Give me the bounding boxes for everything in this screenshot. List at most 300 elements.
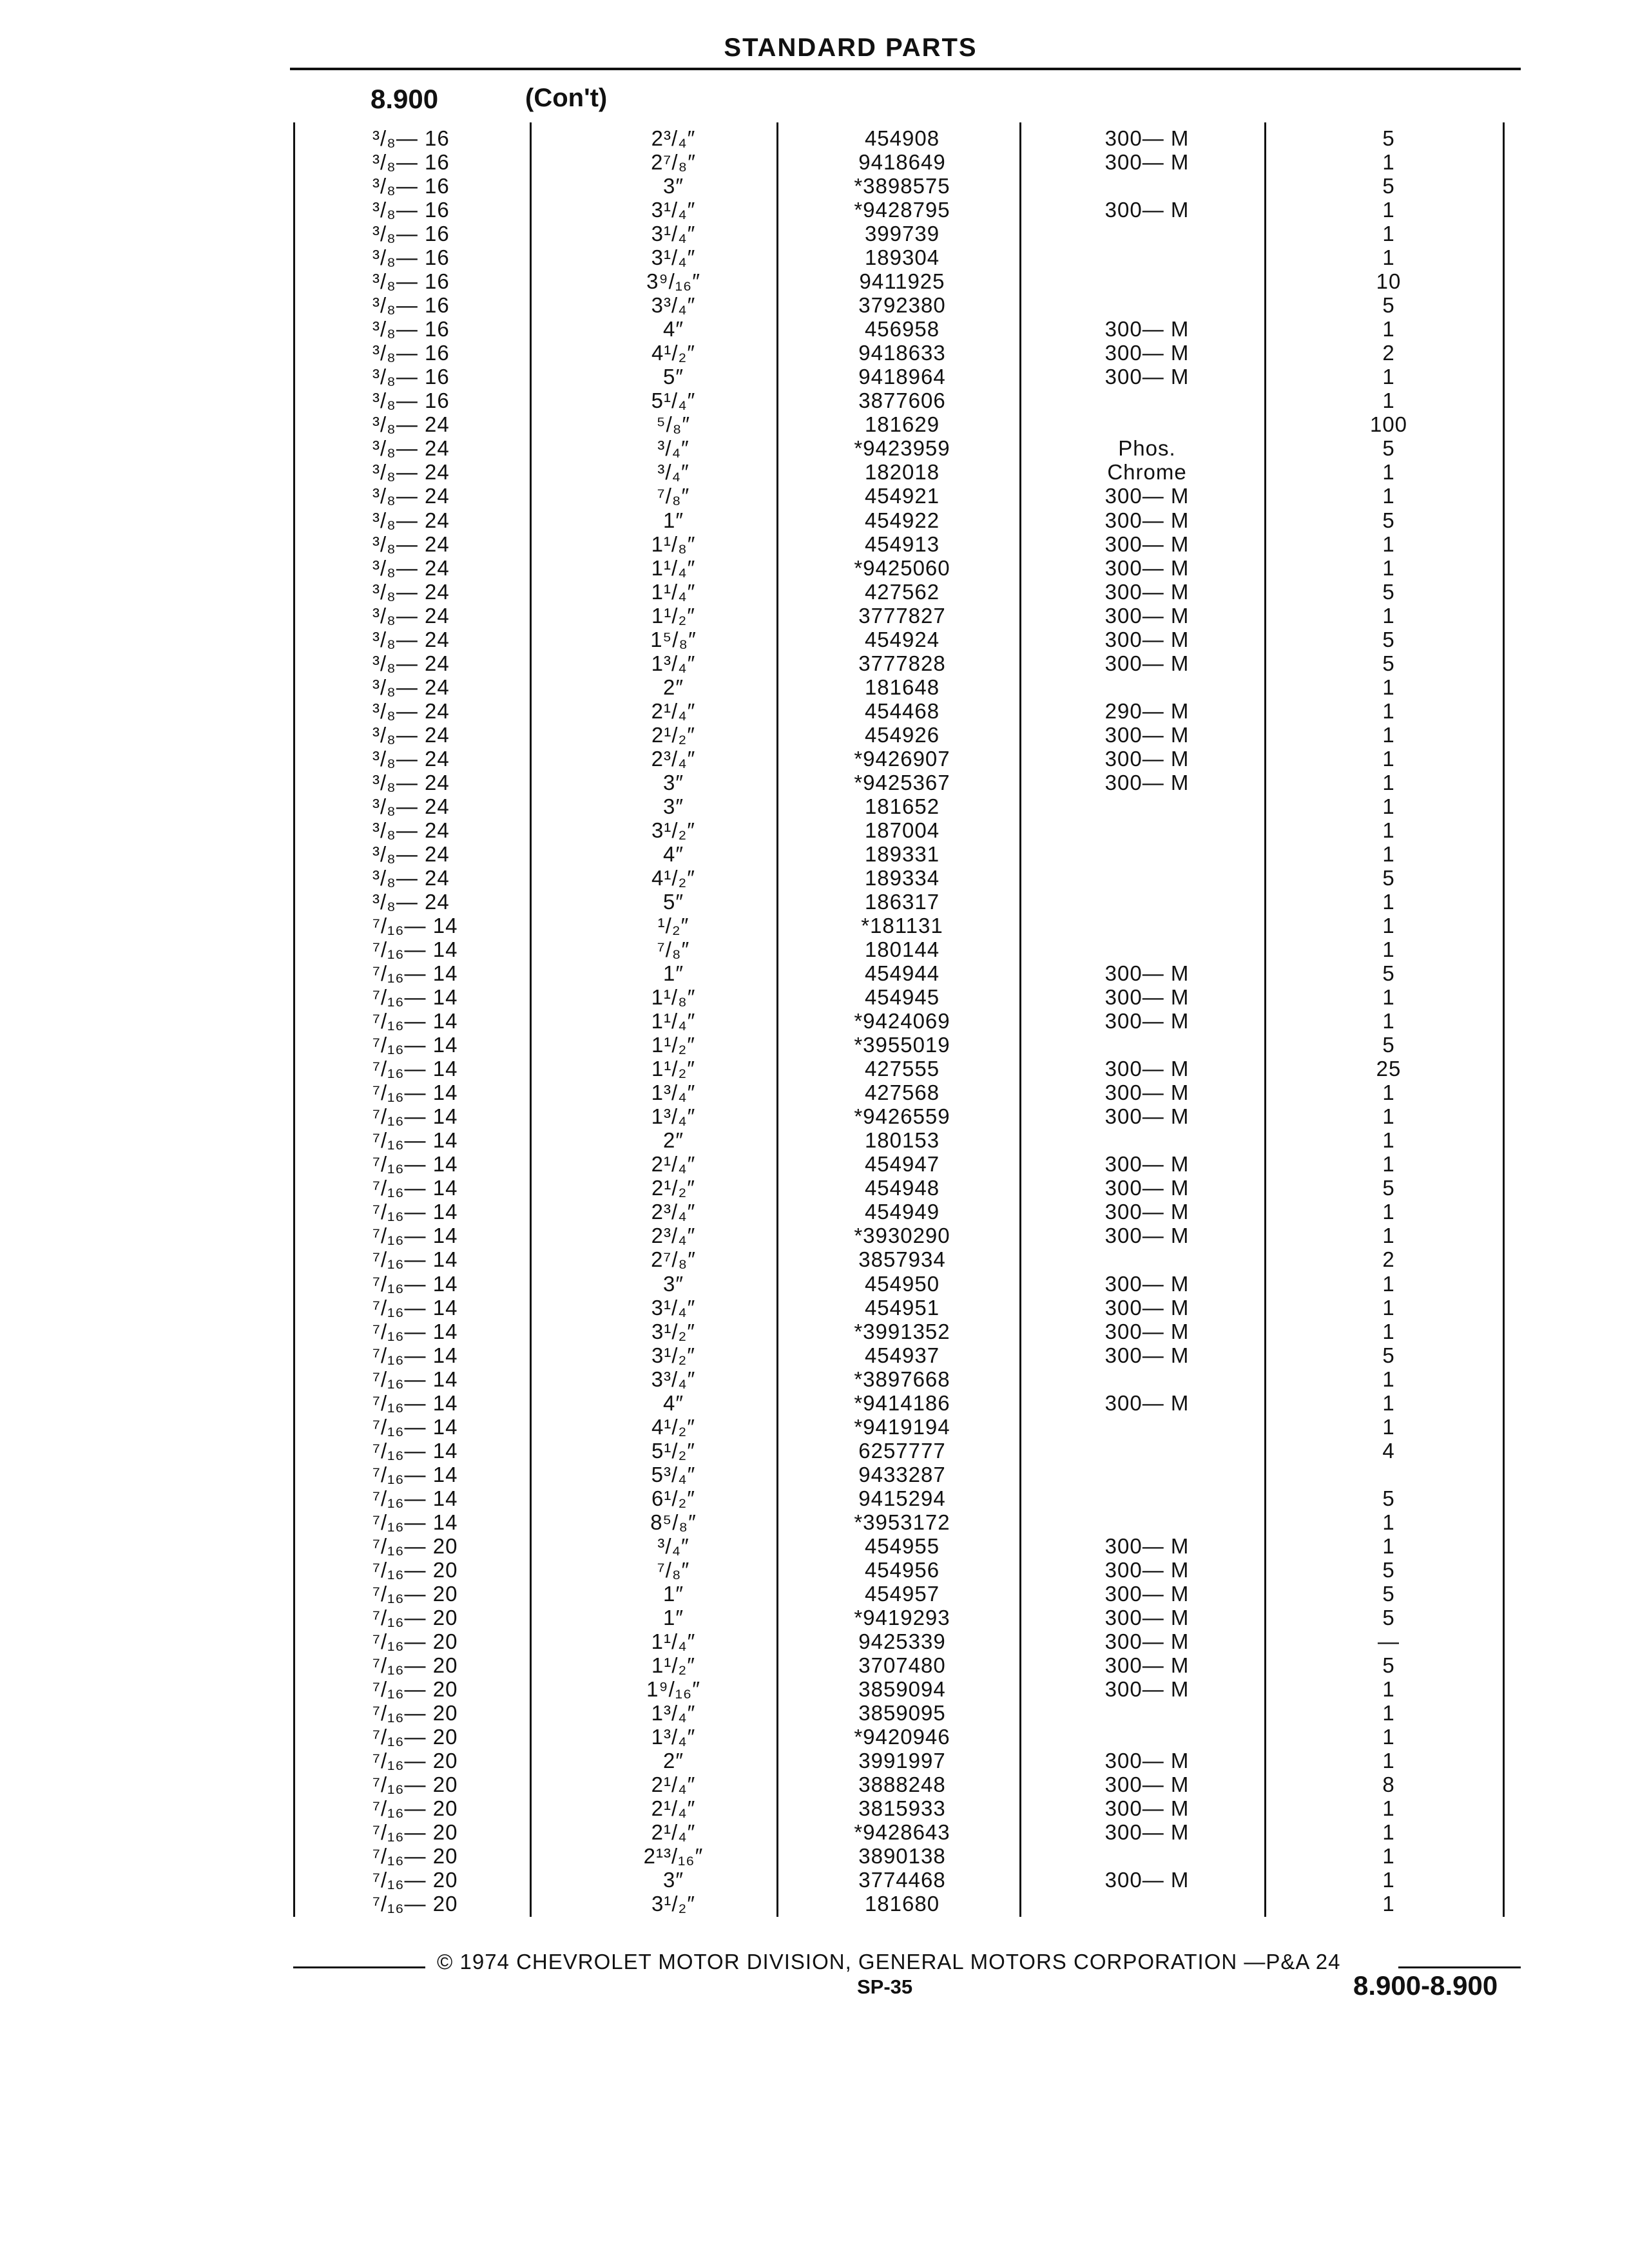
table-row bbox=[0, 1439, 1629, 1463]
bolt-size-cell: ³/₈— 24 bbox=[372, 508, 450, 532]
grade-cell: 300— M bbox=[1104, 1605, 1190, 1629]
grade-cell: 290— M bbox=[1104, 698, 1190, 723]
grade-cell: 300— M bbox=[1104, 341, 1190, 365]
quantity-cell: 1 bbox=[1382, 460, 1395, 485]
quantity-cell: 1 bbox=[1382, 1796, 1395, 1821]
section-continued-label: (Con't) bbox=[525, 84, 608, 112]
bolt-size-cell: ⁷/₁₆— 14 bbox=[372, 1224, 458, 1248]
quantity-cell: 1 bbox=[1382, 1844, 1395, 1869]
length-cell: 2¹³/₁₆″ bbox=[643, 1844, 704, 1869]
length-cell: 3¹/₄″ bbox=[651, 245, 696, 270]
grade-cell: 300— M bbox=[1104, 1176, 1190, 1200]
bolt-size-cell: ³/₈— 16 bbox=[372, 222, 450, 246]
grade-cell: 300— M bbox=[1104, 722, 1190, 747]
length-cell: 3″ bbox=[662, 1868, 684, 1892]
part-number-cell: 3859094 bbox=[858, 1677, 946, 1702]
grade-cell: 300— M bbox=[1104, 1868, 1190, 1892]
bolt-size-cell: ³/₈— 16 bbox=[372, 150, 450, 175]
length-cell: 1¹/₄″ bbox=[651, 555, 696, 580]
grade-cell: 300— M bbox=[1104, 1533, 1190, 1558]
quantity-cell: 5 bbox=[1382, 865, 1395, 890]
table-row bbox=[0, 1009, 1629, 1033]
bolt-size-cell: ⁷/₁₆— 14 bbox=[372, 937, 458, 962]
table-row bbox=[0, 1272, 1629, 1296]
length-cell: 3¹/₄″ bbox=[651, 198, 696, 222]
quantity-cell: 2 bbox=[1382, 1247, 1395, 1272]
quantity-cell: 1 bbox=[1382, 1390, 1395, 1415]
bolt-size-cell: ⁷/₁₆— 14 bbox=[372, 1128, 458, 1153]
table-row bbox=[0, 556, 1629, 580]
length-cell: 4″ bbox=[662, 841, 684, 866]
part-number-cell: *9419194 bbox=[854, 1414, 950, 1439]
bolt-size-cell: ⁷/₁₆— 20 bbox=[372, 1773, 458, 1797]
grade-cell: 300— M bbox=[1104, 150, 1190, 175]
table-row bbox=[0, 460, 1629, 484]
length-cell: 4″ bbox=[662, 317, 684, 341]
quantity-cell: 5 bbox=[1382, 1653, 1395, 1677]
length-cell: 3¹/₂″ bbox=[651, 1892, 695, 1916]
length-cell: 4¹/₂″ bbox=[651, 1414, 695, 1439]
quantity-cell: 10 bbox=[1376, 269, 1402, 294]
bolt-size-cell: ⁷/₁₆— 14 bbox=[372, 1104, 458, 1129]
header-rule bbox=[290, 68, 1521, 70]
length-cell: 2¹/₂″ bbox=[651, 722, 695, 747]
table-row bbox=[0, 1486, 1629, 1510]
grade-cell: Phos. bbox=[1118, 436, 1176, 461]
part-number-cell: 181680 bbox=[864, 1892, 940, 1916]
quantity-cell: 1 bbox=[1382, 698, 1395, 723]
length-cell: 1¹/₈″ bbox=[651, 985, 696, 1010]
part-number-cell: 3777828 bbox=[858, 651, 946, 675]
table-row bbox=[0, 317, 1629, 341]
quantity-cell: 5 bbox=[1382, 1033, 1395, 1057]
part-number-cell: 454937 bbox=[864, 1343, 940, 1367]
grade-cell: 300— M bbox=[1104, 484, 1190, 508]
bolt-size-cell: ⁷/₁₆— 20 bbox=[372, 1820, 458, 1845]
length-cell: 1⁵/₈″ bbox=[650, 627, 697, 651]
table-row bbox=[0, 1128, 1629, 1152]
quantity-cell: 1 bbox=[1382, 1510, 1395, 1534]
table-row bbox=[0, 1510, 1629, 1534]
quantity-cell: 1 bbox=[1382, 1104, 1395, 1129]
length-cell: 3¹/₄″ bbox=[651, 1295, 696, 1320]
table-row bbox=[0, 1152, 1629, 1176]
length-cell: 3¹/₂″ bbox=[651, 1343, 695, 1367]
bolt-size-cell: ⁷/₁₆— 14 bbox=[372, 985, 458, 1010]
bolt-size-cell: ⁷/₁₆— 20 bbox=[372, 1701, 458, 1725]
bolt-size-cell: ³/₈— 16 bbox=[372, 269, 450, 294]
part-number-cell: 3815933 bbox=[858, 1796, 946, 1821]
bolt-size-cell: ³/₈— 24 bbox=[372, 603, 450, 628]
length-cell: 2¹/₄″ bbox=[651, 1152, 696, 1177]
length-cell: 5¹/₂″ bbox=[651, 1438, 695, 1463]
table-row bbox=[0, 1415, 1629, 1439]
bolt-size-cell: ⁷/₁₆— 14 bbox=[372, 1295, 458, 1320]
quantity-cell: 1 bbox=[1382, 770, 1395, 794]
part-number-cell: *9426907 bbox=[854, 746, 950, 771]
table-row bbox=[0, 198, 1629, 222]
length-cell: 5³/₄″ bbox=[651, 1462, 696, 1486]
footer-rule bbox=[293, 1966, 425, 1968]
parts-table bbox=[0, 126, 1629, 1916]
part-number-cell: *9423959 bbox=[854, 436, 950, 461]
bolt-size-cell: ⁷/₁₆— 14 bbox=[372, 1009, 458, 1033]
part-number-cell: 454922 bbox=[864, 508, 940, 532]
quantity-cell: 1 bbox=[1382, 1414, 1395, 1439]
part-number-cell: *9419293 bbox=[854, 1605, 950, 1629]
part-number-cell: 189334 bbox=[864, 865, 940, 890]
grade-cell: 300— M bbox=[1104, 1629, 1190, 1653]
grade-cell: 300— M bbox=[1104, 1390, 1190, 1415]
part-number-cell: *9414186 bbox=[854, 1390, 950, 1415]
part-number-cell: 427555 bbox=[864, 1057, 940, 1081]
bolt-size-cell: ³/₈— 16 bbox=[372, 389, 450, 413]
length-cell: 1″ bbox=[662, 1581, 684, 1606]
length-cell: 3″ bbox=[662, 794, 684, 818]
quantity-cell: 25 bbox=[1376, 1057, 1402, 1081]
table-row bbox=[0, 126, 1629, 150]
part-number-cell: 3890138 bbox=[858, 1844, 946, 1869]
grade-cell: 300— M bbox=[1104, 317, 1190, 341]
length-cell: 3³/₄″ bbox=[651, 1367, 696, 1391]
grade-cell: 300— M bbox=[1104, 508, 1190, 532]
grade-cell: 300— M bbox=[1104, 1677, 1190, 1702]
bolt-size-cell: ³/₈— 24 bbox=[372, 698, 450, 723]
quantity-cell: 5 bbox=[1382, 1605, 1395, 1629]
grade-cell: 300— M bbox=[1104, 770, 1190, 794]
length-cell: ⁵/₈″ bbox=[656, 412, 691, 437]
quantity-cell: 5 bbox=[1382, 1557, 1395, 1582]
grade-cell: 300— M bbox=[1104, 1224, 1190, 1248]
length-cell: 1″ bbox=[662, 961, 684, 986]
bolt-size-cell: ⁷/₁₆— 20 bbox=[372, 1653, 458, 1677]
table-row bbox=[0, 1534, 1629, 1558]
length-cell: 1¹/₈″ bbox=[651, 532, 696, 556]
grade-cell: 300— M bbox=[1104, 126, 1190, 150]
length-cell: 2¹/₂″ bbox=[651, 1176, 695, 1200]
length-cell: 4¹/₂″ bbox=[651, 341, 695, 365]
table-row bbox=[0, 532, 1629, 556]
length-cell: 1¹/₂″ bbox=[651, 603, 695, 628]
table-row bbox=[0, 1558, 1629, 1582]
bolt-size-cell: ⁷/₁₆— 14 bbox=[372, 1152, 458, 1177]
part-number-cell: 454947 bbox=[864, 1152, 940, 1177]
part-number-cell: 3774468 bbox=[858, 1868, 946, 1892]
length-cell: ⁷/₈″ bbox=[657, 484, 690, 508]
part-number-cell: 454949 bbox=[864, 1200, 940, 1224]
grade-cell: 300— M bbox=[1104, 1557, 1190, 1582]
table-row bbox=[0, 269, 1629, 293]
grade-cell: 300— M bbox=[1104, 532, 1190, 556]
table-row bbox=[0, 1629, 1629, 1653]
length-cell: 3″ bbox=[662, 174, 684, 198]
length-cell: 2⁷/₈″ bbox=[651, 150, 696, 175]
part-number-cell: 181648 bbox=[864, 675, 940, 699]
quantity-cell: 1 bbox=[1382, 818, 1395, 842]
bolt-size-cell: ⁷/₁₆— 14 bbox=[372, 1462, 458, 1486]
bolt-size-cell: ⁷/₁₆— 20 bbox=[372, 1892, 458, 1916]
quantity-cell: 1 bbox=[1382, 1128, 1395, 1153]
section-number: 8.900 bbox=[371, 84, 439, 114]
length-cell: ³/₄″ bbox=[657, 1533, 689, 1558]
table-row bbox=[0, 222, 1629, 245]
bolt-size-cell: ⁷/₁₆— 14 bbox=[372, 1367, 458, 1391]
footer-rule bbox=[1398, 1966, 1521, 1968]
part-number-cell: 427562 bbox=[864, 579, 940, 604]
page-number: SP-35 bbox=[857, 1975, 913, 1998]
quantity-cell: 1 bbox=[1382, 365, 1395, 389]
part-number-cell: *3897668 bbox=[854, 1367, 950, 1391]
table-row bbox=[0, 842, 1629, 866]
length-cell: 1³/₄″ bbox=[651, 1081, 696, 1105]
quantity-cell: 1 bbox=[1382, 532, 1395, 556]
table-row bbox=[0, 771, 1629, 794]
quantity-cell: 1 bbox=[1382, 1295, 1395, 1320]
length-cell: 1¹/₂″ bbox=[651, 1653, 695, 1677]
table-row bbox=[0, 1320, 1629, 1343]
part-number-cell: 189331 bbox=[864, 841, 940, 866]
length-cell: 2³/₄″ bbox=[651, 1200, 696, 1224]
grade-cell: 300— M bbox=[1104, 1796, 1190, 1821]
length-cell: 1³/₄″ bbox=[651, 1701, 696, 1725]
bolt-size-cell: ⁷/₁₆— 14 bbox=[372, 961, 458, 986]
footer-copyright: © 1974 CHEVROLET MOTOR DIVISION, GENERAL MOTORS CORPORATION —P&A 24 bbox=[437, 1950, 1341, 1974]
bolt-size-cell: ³/₈— 24 bbox=[372, 722, 450, 747]
part-number-cell: 180153 bbox=[864, 1128, 940, 1153]
quantity-cell: 1 bbox=[1382, 1319, 1395, 1343]
table-row bbox=[0, 389, 1629, 412]
part-number-cell: *181131 bbox=[861, 914, 943, 938]
length-cell: 3¹/₂″ bbox=[651, 1319, 695, 1343]
table-row bbox=[0, 675, 1629, 699]
bolt-size-cell: ³/₈— 24 bbox=[372, 675, 450, 699]
length-cell: 1¹/₄″ bbox=[651, 1629, 696, 1653]
grade-cell: 300— M bbox=[1104, 555, 1190, 580]
grade-cell: 300— M bbox=[1104, 1343, 1190, 1367]
quantity-cell: 100 bbox=[1369, 412, 1408, 437]
bolt-size-cell: ⁷/₁₆— 14 bbox=[372, 1390, 458, 1415]
bolt-size-cell: ³/₈— 16 bbox=[372, 341, 450, 365]
table-row bbox=[0, 651, 1629, 675]
table-row bbox=[0, 890, 1629, 914]
part-number-cell: *9428643 bbox=[854, 1820, 950, 1845]
bolt-size-cell: ³/₈— 16 bbox=[372, 365, 450, 389]
part-number-cell: 3877606 bbox=[858, 389, 946, 413]
bolt-size-cell: ⁷/₁₆— 14 bbox=[372, 1486, 458, 1510]
table-row bbox=[0, 1247, 1629, 1271]
quantity-cell: 1 bbox=[1382, 198, 1395, 222]
quantity-cell: 1 bbox=[1382, 1224, 1395, 1248]
bolt-size-cell: ³/₈— 24 bbox=[372, 532, 450, 556]
part-number-cell: *3930290 bbox=[854, 1224, 950, 1248]
quantity-cell: 8 bbox=[1382, 1773, 1395, 1797]
quantity-cell: 2 bbox=[1382, 341, 1395, 365]
part-number-cell: 3777827 bbox=[858, 603, 946, 628]
part-number-cell: 3859095 bbox=[858, 1701, 946, 1725]
quantity-cell: 1 bbox=[1382, 555, 1395, 580]
table-row bbox=[0, 1224, 1629, 1247]
part-number-cell: *3953172 bbox=[854, 1510, 950, 1534]
part-number-cell: 189304 bbox=[864, 245, 940, 270]
part-number-cell: 454908 bbox=[864, 126, 940, 150]
length-cell: ⁷/₈″ bbox=[657, 1557, 690, 1582]
bolt-size-cell: ³/₈— 24 bbox=[372, 841, 450, 866]
grade-cell: 300— M bbox=[1104, 1152, 1190, 1177]
part-number-cell: *9420946 bbox=[854, 1725, 950, 1749]
length-cell: 5″ bbox=[662, 365, 684, 389]
quantity-cell: 5 bbox=[1382, 1486, 1395, 1510]
table-row bbox=[0, 1104, 1629, 1128]
quantity-cell: 1 bbox=[1382, 1892, 1395, 1916]
table-row bbox=[0, 937, 1629, 961]
part-number-cell: 9411925 bbox=[859, 269, 945, 294]
table-row bbox=[0, 699, 1629, 723]
grade-cell: 300— M bbox=[1104, 985, 1190, 1010]
quantity-cell: 5 bbox=[1382, 1176, 1395, 1200]
bolt-size-cell: ³/₈— 24 bbox=[372, 412, 450, 437]
grade-cell: 300— M bbox=[1104, 961, 1190, 986]
quantity-cell: 1 bbox=[1382, 1271, 1395, 1296]
part-number-cell: 9433287 bbox=[858, 1462, 946, 1486]
quantity-cell: 1 bbox=[1382, 1081, 1395, 1105]
bolt-size-cell: ⁷/₁₆— 14 bbox=[372, 1438, 458, 1463]
part-number-cell: 9418649 bbox=[858, 150, 946, 175]
grade-cell: 300— M bbox=[1104, 1009, 1190, 1033]
bolt-size-cell: ⁷/₁₆— 14 bbox=[372, 1414, 458, 1439]
table-row bbox=[0, 1606, 1629, 1629]
length-cell: 6¹/₂″ bbox=[651, 1486, 695, 1510]
table-row bbox=[0, 1892, 1629, 1916]
bolt-size-cell: ³/₈— 16 bbox=[372, 126, 450, 150]
length-cell: 3³/₄″ bbox=[651, 293, 696, 318]
bolt-size-cell: ³/₈— 24 bbox=[372, 865, 450, 890]
table-row bbox=[0, 508, 1629, 532]
part-number-cell: 454957 bbox=[864, 1581, 940, 1606]
length-cell: 1⁹/₁₆″ bbox=[646, 1677, 700, 1702]
bolt-size-cell: ³/₈— 24 bbox=[372, 890, 450, 914]
part-number-cell: *9425060 bbox=[854, 555, 950, 580]
quantity-cell: 1 bbox=[1382, 841, 1395, 866]
quantity-cell: 1 bbox=[1382, 484, 1395, 508]
quantity-cell: 5 bbox=[1382, 1343, 1395, 1367]
quantity-cell: 1 bbox=[1382, 1533, 1395, 1558]
table-row bbox=[0, 1343, 1629, 1367]
bolt-size-cell: ⁷/₁₆— 20 bbox=[372, 1629, 458, 1653]
bolt-size-cell: ⁷/₁₆— 14 bbox=[372, 1510, 458, 1534]
part-number-cell: 3888248 bbox=[858, 1773, 946, 1797]
quantity-cell: 1 bbox=[1382, 985, 1395, 1010]
bolt-size-cell: ³/₈— 24 bbox=[372, 746, 450, 771]
length-cell: 3″ bbox=[662, 1271, 684, 1296]
quantity-cell: 5 bbox=[1382, 126, 1395, 150]
table-row bbox=[0, 1582, 1629, 1606]
bolt-size-cell: ⁷/₁₆— 20 bbox=[372, 1868, 458, 1892]
length-cell: 1³/₄″ bbox=[651, 1725, 696, 1749]
grade-cell: 300— M bbox=[1104, 365, 1190, 389]
bolt-size-cell: ⁷/₁₆— 20 bbox=[372, 1605, 458, 1629]
part-number-cell: 454926 bbox=[864, 722, 940, 747]
quantity-cell: 1 bbox=[1382, 1820, 1395, 1845]
grade-cell: 300— M bbox=[1104, 1319, 1190, 1343]
bolt-size-cell: ³/₈— 24 bbox=[372, 818, 450, 842]
quantity-cell: 5 bbox=[1382, 627, 1395, 651]
quantity-cell: 5 bbox=[1382, 579, 1395, 604]
quantity-cell: 5 bbox=[1382, 174, 1395, 198]
table-row bbox=[0, 1057, 1629, 1081]
grade-cell: Chrome bbox=[1107, 460, 1187, 485]
part-number-cell: *3991352 bbox=[854, 1319, 950, 1343]
bolt-size-cell: ⁷/₁₆— 20 bbox=[372, 1557, 458, 1582]
part-number-cell: *9428795 bbox=[854, 198, 950, 222]
grade-cell: 300— M bbox=[1104, 1820, 1190, 1845]
grade-cell: 300— M bbox=[1104, 1295, 1190, 1320]
grade-cell: 300— M bbox=[1104, 627, 1190, 651]
grade-cell: 300— M bbox=[1104, 746, 1190, 771]
part-number-cell: *9425367 bbox=[854, 770, 950, 794]
length-cell: 2¹/₄″ bbox=[651, 698, 696, 723]
length-cell: 3⁹/₁₆″ bbox=[646, 269, 700, 294]
table-row bbox=[0, 365, 1629, 389]
table-row bbox=[0, 628, 1629, 651]
quantity-cell: 1 bbox=[1382, 1152, 1395, 1177]
table-row bbox=[0, 293, 1629, 317]
length-cell: 1³/₄″ bbox=[651, 651, 696, 675]
bolt-size-cell: ³/₈— 24 bbox=[372, 627, 450, 651]
table-row bbox=[0, 985, 1629, 1009]
bolt-size-cell: ⁷/₁₆— 14 bbox=[372, 1343, 458, 1367]
length-cell: 1″ bbox=[662, 508, 684, 532]
length-cell: 4¹/₂″ bbox=[651, 865, 695, 890]
length-cell: 1¹/₄″ bbox=[651, 579, 696, 604]
length-cell: 2″ bbox=[662, 675, 684, 699]
grade-cell: 300— M bbox=[1104, 1749, 1190, 1773]
bolt-size-cell: ³/₈— 16 bbox=[372, 174, 450, 198]
table-row bbox=[0, 580, 1629, 604]
bolt-size-cell: ³/₈— 24 bbox=[372, 555, 450, 580]
quantity-cell: 1 bbox=[1382, 722, 1395, 747]
grade-cell: 300— M bbox=[1104, 603, 1190, 628]
bolt-size-cell: ³/₈— 24 bbox=[372, 579, 450, 604]
quantity-cell: 1 bbox=[1382, 675, 1395, 699]
table-row bbox=[0, 961, 1629, 985]
table-row bbox=[0, 174, 1629, 198]
table-row bbox=[0, 1796, 1629, 1820]
bolt-size-cell: ⁷/₁₆— 14 bbox=[372, 1176, 458, 1200]
bolt-size-cell: ³/₈— 16 bbox=[372, 198, 450, 222]
bolt-size-cell: ⁷/₁₆— 20 bbox=[372, 1725, 458, 1749]
bolt-size-cell: ⁷/₁₆— 14 bbox=[372, 1271, 458, 1296]
length-cell: 1³/₄″ bbox=[651, 1104, 696, 1129]
table-row bbox=[0, 1677, 1629, 1701]
table-row bbox=[0, 150, 1629, 174]
part-number-cell: 9415294 bbox=[858, 1486, 946, 1510]
bolt-size-cell: ³/₈— 16 bbox=[372, 245, 450, 270]
table-row bbox=[0, 794, 1629, 818]
grade-cell: 300— M bbox=[1104, 1773, 1190, 1797]
part-number-cell: 454468 bbox=[864, 698, 940, 723]
part-number-cell: 454921 bbox=[864, 484, 940, 508]
table-row bbox=[0, 1773, 1629, 1796]
bolt-size-cell: ⁷/₁₆— 14 bbox=[372, 914, 458, 938]
quantity-cell: 4 bbox=[1382, 1438, 1395, 1463]
bolt-size-cell: ⁷/₁₆— 14 bbox=[372, 1057, 458, 1081]
length-cell: ³/₄″ bbox=[657, 460, 689, 485]
length-cell: 5¹/₄″ bbox=[651, 389, 696, 413]
length-cell: 2¹/₄″ bbox=[651, 1773, 696, 1797]
table-row bbox=[0, 436, 1629, 460]
part-number-cell: 9425339 bbox=[858, 1629, 946, 1653]
length-cell: 2³/₄″ bbox=[651, 126, 696, 150]
